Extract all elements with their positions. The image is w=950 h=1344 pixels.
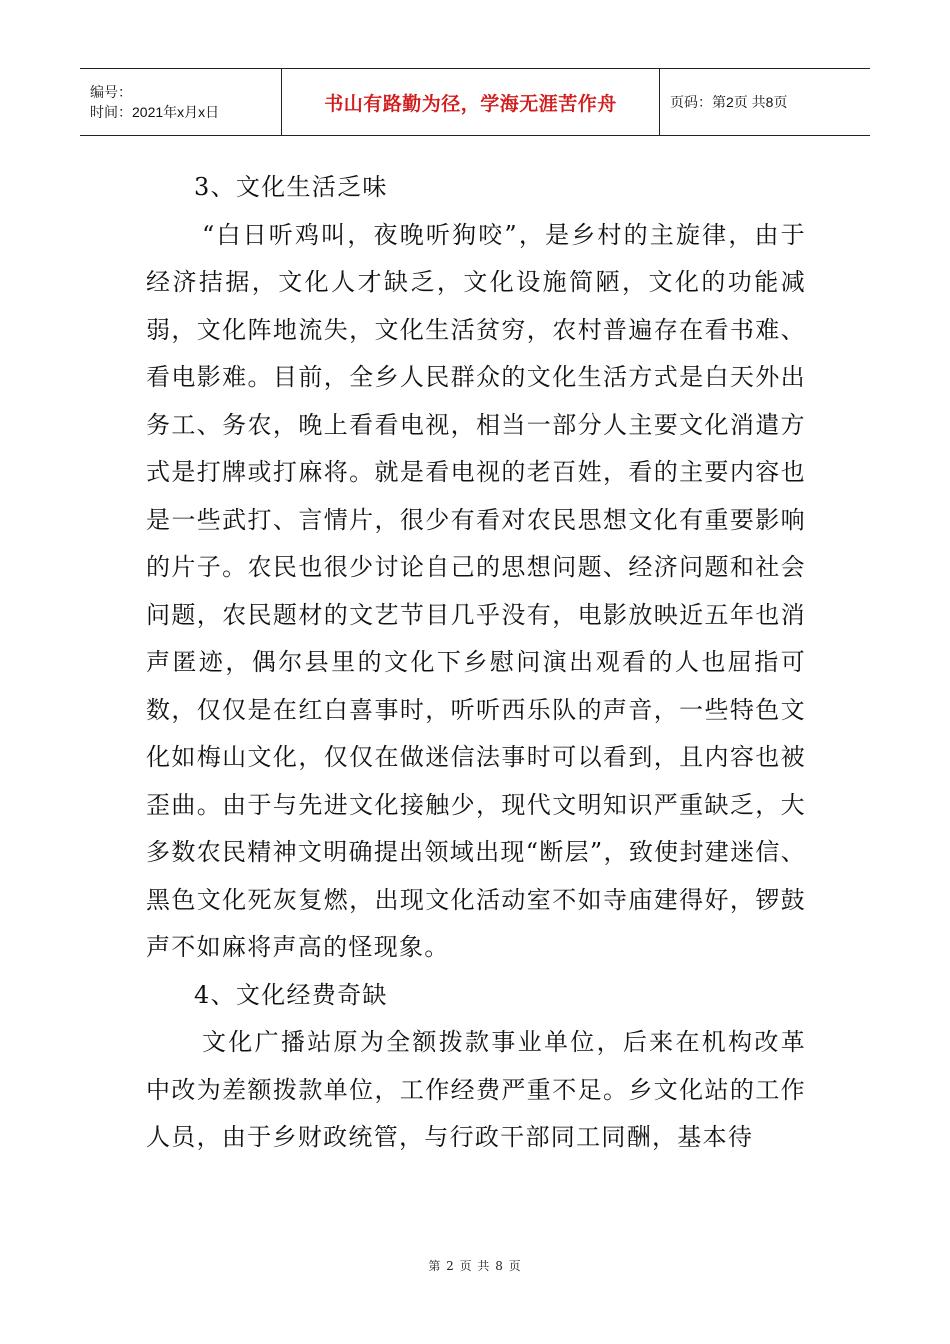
section-heading-3: 3、文化生活乏味	[194, 173, 388, 201]
document-body	[146, 164, 806, 1162]
section-heading-4: 4、文化经费奇缺	[194, 980, 388, 1009]
section-paragraph-3: “白日听鸡叫，夜晚听狗咬”，是乡村的主旋律，由于经济拮据，文化人才缺乏，文化设施简陋，文化的功能减弱，文化阵地流失，文化生活贫穷，农村普遍存在看书难、看电影难。目前，全乡人民群众的文化生活方式是白天外出务工、务农，晚上看看电视，相当一部分人主要文化消遣方式是打牌或打麻将。就是看电视的老百姓，看的主要内容也是一些武打、言情片，很少有看对农民思想文化有重要影响的片子。农民也很少讨论自己的思想问题、经济问题和社会问题，农民题材的文艺节目几乎没有，电影放映近五年也消声匿迹，偶尔县里的文化下乡慰问演出观看的人也屈指可数，仅仅是在红白喜事时，听听西乐队的声音，一些特色文化如梅山文化，仅仅在做迷信法事时可以看到，且内容也被歪曲。由于与先进文化接触少，现代文明知识严重缺乏，大多数农民精神文明确提出领域出现“断层”，致使封建迷信、黑色文化死灰复燃，出现文化活动室不如寺庙建得好，锣鼓声不如麻将声高的怪现象。	[146, 220, 806, 961]
page-header	[80, 68, 870, 136]
header-page-info: 页码：第2页 共8页	[670, 94, 788, 110]
document-date: 时间：2021年x月x日	[90, 104, 220, 120]
document-number-label: 编号：	[90, 84, 132, 100]
header-motto: 书山有路勤为径，学海无涯苦作舟	[282, 69, 660, 135]
section-paragraph-4: 文化广播站原为全额拨款事业单位，后来在机构改革中改为差额拨款单位，工作经费严重不足。乡文化站的工作人员，由于乡财政统管，与行政干部同工同酬，基本待	[146, 1028, 806, 1151]
page-footer: 第 2 页 共 8 页	[428, 1259, 522, 1273]
header-meta	[80, 69, 282, 135]
